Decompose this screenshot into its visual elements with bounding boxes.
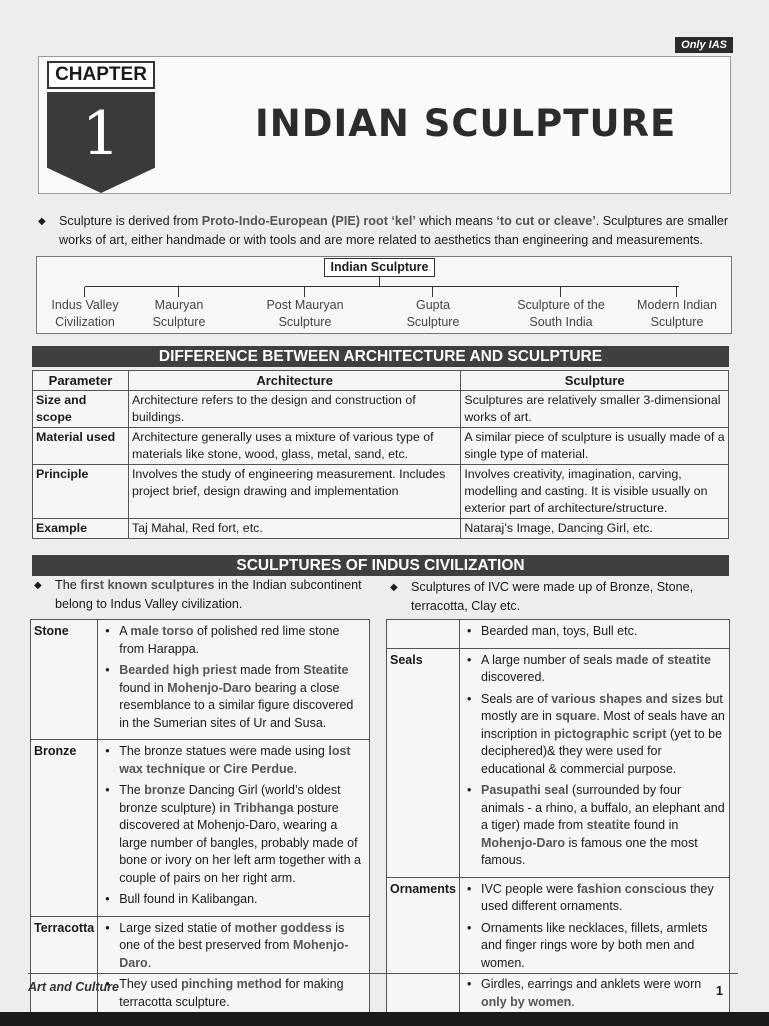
ivc-right-table — [386, 619, 730, 1019]
tree-root: Indian Sculpture — [324, 258, 435, 277]
sculpture-cell: Involves creativity, imagination, carving, modelling and casting. It is visible usually on exterior part of architecture/structure. — [461, 465, 729, 519]
footer-divider — [28, 973, 738, 974]
category-cell — [387, 620, 460, 649]
ivc-intro-right: ◆ Sculptures of IVC were made up of Bronze, Stone, terracotta, Clay etc. — [390, 580, 694, 613]
chapter-badge — [47, 50, 155, 193]
tree-leaf: Mauryan Sculpture — [119, 287, 239, 331]
table-row — [33, 391, 729, 428]
table-row — [387, 620, 730, 649]
table-row — [33, 465, 729, 519]
ivc-left-table — [30, 619, 370, 1019]
details-cell — [98, 740, 370, 917]
table-row — [33, 519, 729, 539]
list-item: • The bronze Dancing Girl (world’s oldest bronze sculpture) in Tribhanga posture discovered at Mohenjo-Daro, wearing a large number of bangles, probably made of bone or ivory on her left arm together with a couple of pairs on her right arm. — [101, 782, 366, 887]
diamond-bullet-icon: ◆ — [38, 216, 46, 227]
sculpture-cell: Sculptures are relatively smaller 3-dimensional works of art. — [461, 391, 729, 428]
details-cell — [98, 620, 370, 740]
chapter-label: CHAPTER — [47, 61, 155, 89]
parameter-cell: Principle — [33, 465, 129, 519]
footer-book-title: Art and Culture — [28, 980, 119, 994]
tree-connector — [379, 277, 380, 286]
category-cell: Seals — [387, 648, 460, 877]
list-item: • Bearded high priest made from Steatite found in Mohenjo-Daro bearing a close resemblance to a similar figure discovered in the Sumerian sites of Ur and Susa. — [101, 662, 366, 732]
table-row — [31, 620, 370, 740]
details-cell — [460, 877, 730, 1019]
category-cell: Terracotta — [31, 916, 98, 1019]
details-cell — [460, 620, 730, 649]
section-heading-difference: DIFFERENCE BETWEEN ARCHITECTURE AND SCULPTURE — [32, 346, 729, 367]
diamond-bullet-icon: ◆ — [390, 582, 398, 593]
page-title: INDIAN SCULPTURE — [255, 102, 677, 145]
category-cell: Stone — [31, 620, 98, 740]
architecture-cell: Architecture generally uses a mixture of various type of materials like stone, wood, glass, metal, sand, etc. — [128, 428, 460, 465]
category-cell: Bronze — [31, 740, 98, 917]
list-item: • A large number of seals made of steatite discovered. — [463, 652, 726, 687]
sculpture-cell: A similar piece of sculpture is usually made of a single type of material. — [461, 428, 729, 465]
architecture-cell: Taj Mahal, Red fort, etc. — [128, 519, 460, 539]
details-cell — [98, 916, 370, 1019]
brand-badge: Only IAS — [675, 37, 733, 53]
category-cell: Ornaments — [387, 877, 460, 1019]
column-header: Sculpture — [461, 371, 729, 391]
list-item: • A male torso of polished red lime stone from Harappa. — [101, 623, 366, 658]
ivc-intro-left: ◆ The first known sculptures in the Indian subcontinent belong to Indus Valley civilization. — [34, 578, 362, 611]
list-item: • The bronze statues were made using lost wax technique or Cire Perdue. — [101, 743, 366, 778]
list-item: • Bull found in Kalibangan. — [101, 891, 366, 909]
list-item: • Pasupathi seal (surrounded by four animals - a rhino, a buffalo, an elephant and a tiger) made from steatite found in Mohenjo-Daro is famous one the most famous. — [463, 782, 726, 870]
chapter-number: 1 — [81, 99, 121, 169]
table-row — [31, 740, 370, 917]
table-header-row — [33, 371, 729, 391]
sculpture-cell: Nataraj’s Image, Dancing Girl, etc. — [461, 519, 729, 539]
list-item: • Large sized statie of mother goddess is one of the best preserved from Mohenjo-Daro. — [101, 920, 366, 973]
section-heading-indus: SCULPTURES OF INDUS CIVILIZATION — [32, 555, 729, 576]
architecture-cell: Involves the study of engineering measurement. Includes project brief, design drawing and implementation — [128, 465, 460, 519]
page-number: 1 — [716, 984, 723, 998]
tree-leaf: Sculpture of the South India — [501, 287, 621, 331]
diamond-bullet-icon: ◆ — [34, 580, 42, 591]
architecture-cell: Architecture refers to the design and construction of buildings. — [128, 391, 460, 428]
tree-leaf: Modern Indian Sculpture — [617, 287, 737, 331]
intro-paragraph: ◆ Sculpture is derived from Proto-Indo-European (PIE) root ‘kel’ which means ‘to cut or cleave’. Sculptures are smaller works of art, either handmade or with tools and are more related to aesthetics than engineering and measurements. — [38, 214, 729, 247]
table-row — [31, 916, 370, 1019]
tree-leaf: Post Mauryan Sculpture — [245, 287, 365, 331]
difference-table — [32, 370, 729, 539]
list-item: • Bearded man, toys, Bull etc. — [463, 623, 726, 641]
list-item: • IVC people were fashion conscious they used different ornaments. — [463, 881, 726, 916]
parameter-cell: Size and scope — [33, 391, 129, 428]
list-item: • Seals are of various shapes and sizes but mostly are in square. Most of seals have an inscription in pictographic script (yet to be deciphered)& they were used for educational & commercial purpose. — [463, 691, 726, 779]
scan-edge — [0, 1012, 769, 1026]
list-item: • Ornaments like necklaces, fillets, armlets and finger rings wore by both men and women. — [463, 920, 726, 973]
tree-leaf: Gupta Sculpture — [373, 287, 493, 331]
list-item: • They used pinching method for making terracotta sculpture. — [101, 976, 366, 1011]
list-item: • Girdles, earrings and anklets were worn only by women. — [463, 976, 726, 1011]
details-cell — [460, 648, 730, 877]
table-row — [387, 648, 730, 877]
tree-leaf: Indus Valley Civilization — [25, 287, 145, 331]
column-header: Architecture — [128, 371, 460, 391]
table-row — [387, 877, 730, 1019]
parameter-cell: Material used — [33, 428, 129, 465]
table-row — [33, 428, 729, 465]
column-header: Parameter — [33, 371, 129, 391]
sculpture-classification-tree — [36, 256, 732, 334]
parameter-cell: Example — [33, 519, 129, 539]
